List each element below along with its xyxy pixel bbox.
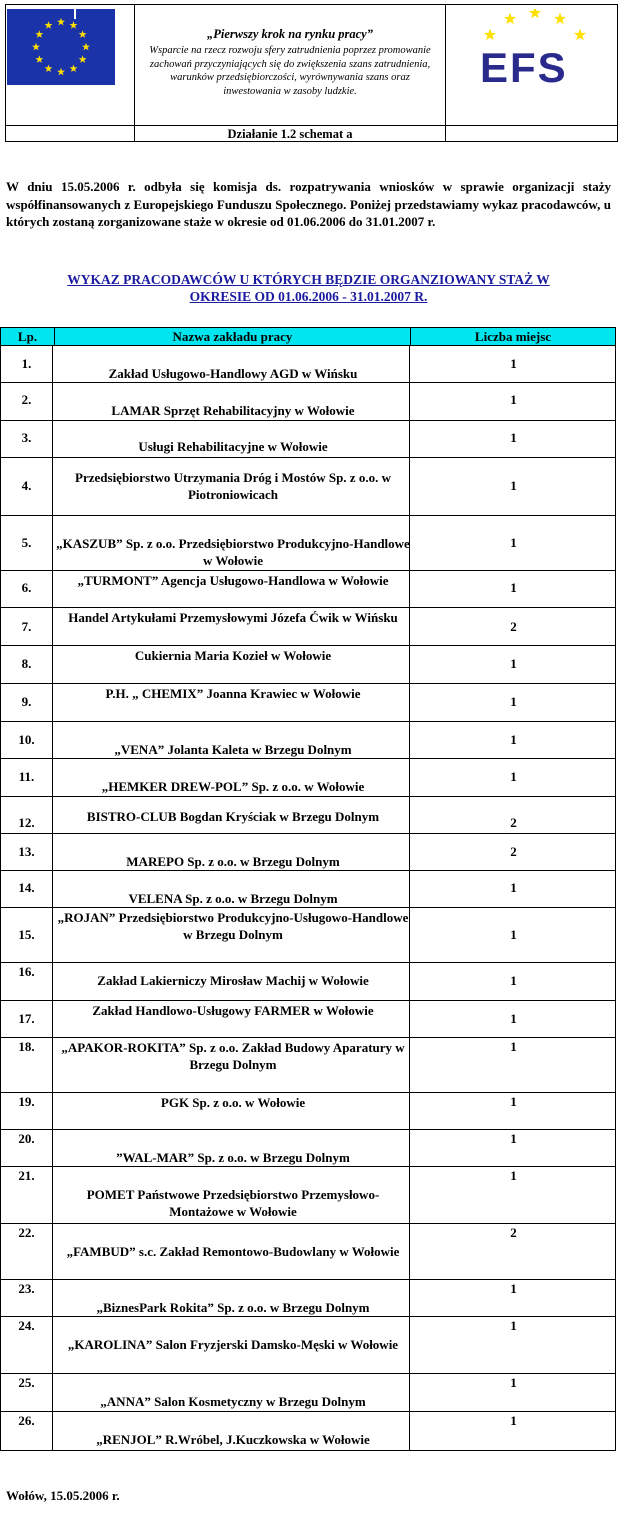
places-count: 1 [510, 973, 517, 988]
places-count: 1 [510, 656, 517, 671]
table-row [0, 722, 616, 759]
places-count: 1 [510, 1039, 517, 1054]
table-row [0, 516, 616, 571]
employer-name: „ROJAN” Przedsiębiorstwo Produkcyjno-Usługowo-Handlowe w Brzegu Dolnym [57, 910, 409, 942]
employer-name: Przedsiębiorstwo Utrzymania Dróg i Mostów Sp. z o.o. w Piotroniowicach [75, 470, 391, 502]
action-label: Działanie 1.2 schemat a [227, 127, 353, 141]
table-row [0, 646, 616, 684]
places-count: 1 [510, 1281, 517, 1296]
table-row [0, 571, 616, 608]
row-number: 15. [18, 927, 35, 942]
places-count: 1 [510, 880, 517, 895]
row-number: 4. [21, 478, 32, 493]
table-row [0, 963, 616, 1001]
employer-name: POMET Państwowe Przedsiębiorstwo Przemysłowo-Montażowe w Wołowie [86, 1187, 380, 1219]
table-row [0, 458, 616, 516]
employer-name: „APAKOR-ROKITA” Sp. z o.o. Zakład Budowy Aparatury w Brzegu Dolnym [61, 1040, 405, 1072]
places-count: 1 [510, 1318, 517, 1333]
employer-name: Zakład Usługowo-Handlowy AGD w Wińsku [108, 366, 358, 381]
places-count: 1 [510, 535, 517, 550]
employer-name: „HEMKER DREW-POL” Sp. z o.o. w Wołowie [101, 779, 365, 794]
employer-name: „ANNA” Salon Kosmetyczny w Brzegu Dolnym [100, 1394, 366, 1409]
row-number: 6. [21, 580, 32, 595]
places-count: 1 [510, 356, 517, 371]
row-number: 3. [21, 430, 32, 445]
employer-name: LAMAR Sprzęt Rehabilitacyjny w Wołowie [111, 403, 355, 418]
employer-name: MAREPO Sp. z o.o. w Brzegu Dolnym [126, 854, 340, 869]
column-header-lp: Lp. [17, 329, 38, 344]
table-row [0, 383, 616, 421]
efs-star-icon [529, 9, 541, 18]
row-number: 20. [18, 1131, 35, 1146]
table-row [0, 1167, 616, 1224]
places-count: 1 [510, 392, 517, 407]
places-count: 2 [510, 844, 517, 859]
row-number: 22. [18, 1225, 35, 1240]
employer-name: „BiznesPark Rokita” Sp. z o.o. w Brzegu Dolnym [96, 1300, 370, 1315]
places-count: 1 [510, 478, 517, 493]
places-count: 1 [510, 694, 517, 709]
table-row [0, 1093, 616, 1130]
employer-name: ”WAL-MAR” Sp. z o.o. w Brzegu Dolnym [116, 1150, 350, 1165]
table-row [0, 421, 616, 458]
row-number: 17. [18, 1011, 35, 1026]
row-number: 21. [18, 1168, 35, 1183]
employers-table [0, 327, 623, 1468]
table-row [0, 684, 616, 722]
table-row [0, 1224, 616, 1280]
column-header-places: Liczba miejsc [474, 329, 552, 344]
table-row [0, 1130, 616, 1167]
efs-star-icon [554, 13, 566, 25]
places-count: 1 [510, 1094, 517, 1109]
efs-logo [476, 9, 594, 89]
programme-info [135, 5, 445, 125]
row-number: 8. [21, 656, 32, 671]
row-number: 19. [18, 1094, 35, 1109]
efs-star-icon [574, 29, 586, 41]
programme-title: „Pierwszy krok na rynku pracy” [207, 27, 373, 41]
employer-name: „VENA” Jolanta Kaleta w Brzegu Dolnym [114, 742, 352, 757]
document-header [5, 4, 618, 142]
row-number: 16. [18, 964, 35, 979]
row-number: 9. [21, 694, 32, 709]
table-row [0, 1038, 616, 1093]
efs-star-icon [504, 13, 516, 25]
places-count: 1 [510, 580, 517, 595]
row-number: 5. [21, 535, 32, 550]
table-row [0, 1317, 616, 1374]
row-number: 10. [18, 732, 35, 747]
row-number: 24. [18, 1318, 35, 1333]
row-number: 7. [21, 619, 32, 634]
efs-logo-text: EFS [480, 44, 568, 89]
list-heading-line-2: OKRESIE OD 01.06.2006 - 31.01.2007 R. [189, 289, 428, 304]
row-number: 23. [18, 1281, 35, 1296]
row-number: 12. [18, 815, 35, 830]
list-heading-line-1: WYKAZ PRACODAWCÓW U KTÓRYCH BĘDZIE ORGANZIOWANY STAŻ W [67, 272, 550, 287]
employer-name: „KASZUB” Sp. z o.o. Przedsiębiorstwo Produkcyjno-Handlowe w Wołowie [56, 536, 410, 568]
table-row [0, 834, 616, 871]
intro-paragraph: W dniu 15.05.2006 r. odbyła się komisja ds. rozpatrywania wniosków w sprawie organizacji staży współfinansowanych z Europejskiego Funduszu Społecznego. Poniżej przedstawiamy wykaz pracodawców, u których zostaną zorganizowane staże w okresie od 01.06.2006 do 31.01.2007 r. [6, 179, 611, 229]
table-row [0, 1374, 616, 1412]
row-number: 14. [18, 880, 35, 895]
table-row [0, 1412, 616, 1451]
places-count: 1 [510, 430, 517, 445]
table-row [0, 759, 616, 797]
places-count: 1 [510, 1011, 517, 1026]
table-row [0, 608, 616, 646]
places-count: 1 [510, 1375, 517, 1390]
table-row [0, 1001, 616, 1038]
row-number: 13. [18, 844, 35, 859]
places-count: 1 [510, 1413, 517, 1428]
employer-name: Zakład Handlowo-Usługowy FARMER w Wołowie [92, 1003, 374, 1018]
row-number: 25. [18, 1375, 35, 1390]
employer-name: Cukiernia Maria Kozieł w Wołowie [134, 648, 332, 663]
employer-name: Zakład Lakierniczy Mirosław Machij w Wołowie [97, 973, 369, 988]
places-count: 2 [510, 1225, 517, 1240]
table-row [0, 797, 616, 834]
list-heading [6, 271, 611, 305]
place-date: Wołów, 15.05.2006 r. [6, 1488, 120, 1503]
places-count: 1 [510, 732, 517, 747]
employer-name: Usługi Rehabilitacyjne w Wołowie [138, 439, 328, 454]
row-number: 11. [18, 769, 35, 784]
table-row [0, 908, 616, 963]
efs-star-icon [484, 29, 496, 41]
places-count: 1 [510, 769, 517, 784]
places-count: 1 [510, 1131, 517, 1146]
employer-name: P.H. „ CHEMIX” Joanna Krawiec w Wołowie [105, 686, 361, 701]
employer-name: BISTRO-CLUB Bogdan Kryściak w Brzegu Dolnym [86, 809, 380, 824]
table-header [0, 327, 616, 346]
programme-description: Wsparcie na rzecz rozwoju sfery zatrudnienia poprzez promowanie zachowań przyczyniających się do zwiększenia szans zatrudnienia, warunków przedsiębiorczości, wyrównywania szans oraz inwestowania w zasoby ludzkie. [149, 45, 431, 97]
employer-name: „TURMONT” Agencja Usługowo-Handlowa w Wołowie [77, 573, 389, 588]
header-divider [445, 5, 446, 141]
places-count: 1 [510, 927, 517, 942]
places-count: 2 [510, 619, 517, 634]
row-number: 18. [18, 1039, 35, 1054]
employer-name: PGK Sp. z o.o. w Wołowie [160, 1095, 306, 1110]
row-number: 26. [18, 1413, 35, 1428]
column-header-name: Nazwa zakładu pracy [172, 329, 293, 344]
row-number: 2. [21, 392, 32, 407]
employer-name: VELENA Sp. z o.o. w Brzegu Dolnym [128, 891, 338, 906]
employer-name: Handel Artykułami Przemysłowymi Józefa Ćwik w Wińsku [68, 610, 398, 625]
employer-name: „RENJOL” R.Wróbel, J.Kuczkowska w Wołowie [96, 1432, 370, 1447]
places-count: 2 [510, 815, 517, 830]
employer-name: „KAROLINA” Salon Fryzjerski Damsko-Męski w Wołowie [67, 1337, 399, 1352]
places-count: 1 [510, 1168, 517, 1183]
employer-name: „FAMBUD” s.c. Zakład Remontowo-Budowlany w Wołowie [66, 1244, 400, 1259]
row-number: 1. [21, 356, 32, 371]
table-row [0, 871, 616, 908]
eu-flag-logo [7, 9, 115, 85]
table-row [0, 1280, 616, 1317]
table-row [0, 346, 616, 383]
